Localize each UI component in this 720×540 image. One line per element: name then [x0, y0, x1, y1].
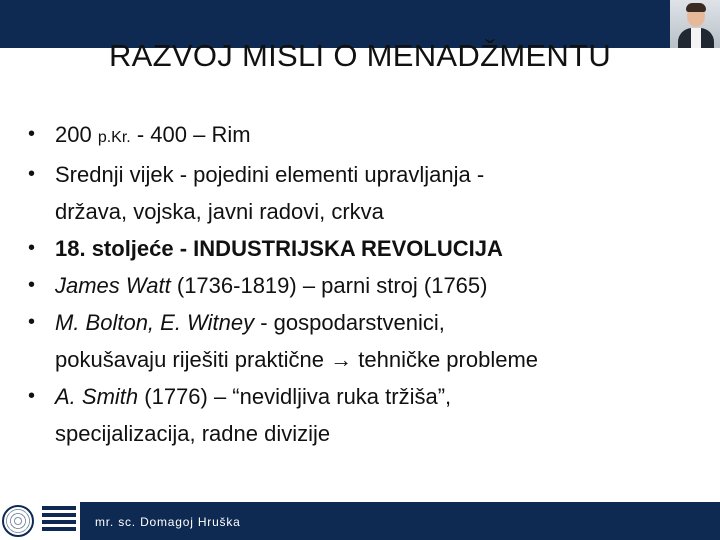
bullet-text: Srednji vijek - pojedini elementi upravljanja - — [55, 162, 485, 187]
list-item — [28, 304, 698, 378]
bullet-name: M. Bolton, E. Witney — [55, 310, 255, 335]
bullet-name: A. Smith — [55, 384, 139, 409]
bullet-dot: • — [28, 163, 36, 185]
bullet-text: (1736-1819) – parni stroj (1765) — [170, 273, 488, 298]
university-seal-icon — [2, 505, 34, 537]
bullet-name: James Watt — [55, 273, 171, 298]
bullet-text: 18. stoljeće - INDUSTRIJSKA REVOLUCIJA — [55, 236, 503, 261]
bullet-text: specijalizacija, radne divizije — [55, 421, 331, 446]
faculty-logo-icon — [42, 506, 76, 536]
bullet-list — [28, 116, 698, 452]
bullet-text: pokušavaju riješiti praktične — [55, 347, 331, 372]
bullet-text: - 400 – Rim — [130, 122, 251, 147]
bullet-dot: • — [28, 274, 36, 296]
bullet-text: 200 — [55, 122, 98, 147]
bullet-dot: • — [28, 385, 36, 407]
list-item — [28, 230, 698, 267]
bullet-text: tehničke probleme — [352, 347, 539, 372]
list-item — [28, 267, 698, 304]
bullet-dot: • — [28, 237, 36, 259]
bullet-abbr: p.Kr. — [97, 129, 131, 146]
bullet-dot: • — [28, 123, 36, 145]
list-item — [28, 156, 698, 230]
bullet-dot: • — [28, 311, 36, 333]
arrow-right-icon: → — [330, 347, 353, 372]
list-item — [28, 116, 698, 156]
list-item — [28, 378, 698, 452]
footer-author: mr. sc. Domagoj Hruška — [95, 515, 241, 529]
bullet-text: (1776) – “nevidljiva ruka tržiša”, — [138, 384, 452, 409]
slide-title: RAZVOJ MISLI O MENADŽMENTU — [108, 38, 612, 73]
bullet-text: - gospodarstvenici, — [254, 310, 445, 335]
bullet-text: država, vojska, javni radovi, crkva — [55, 199, 384, 224]
